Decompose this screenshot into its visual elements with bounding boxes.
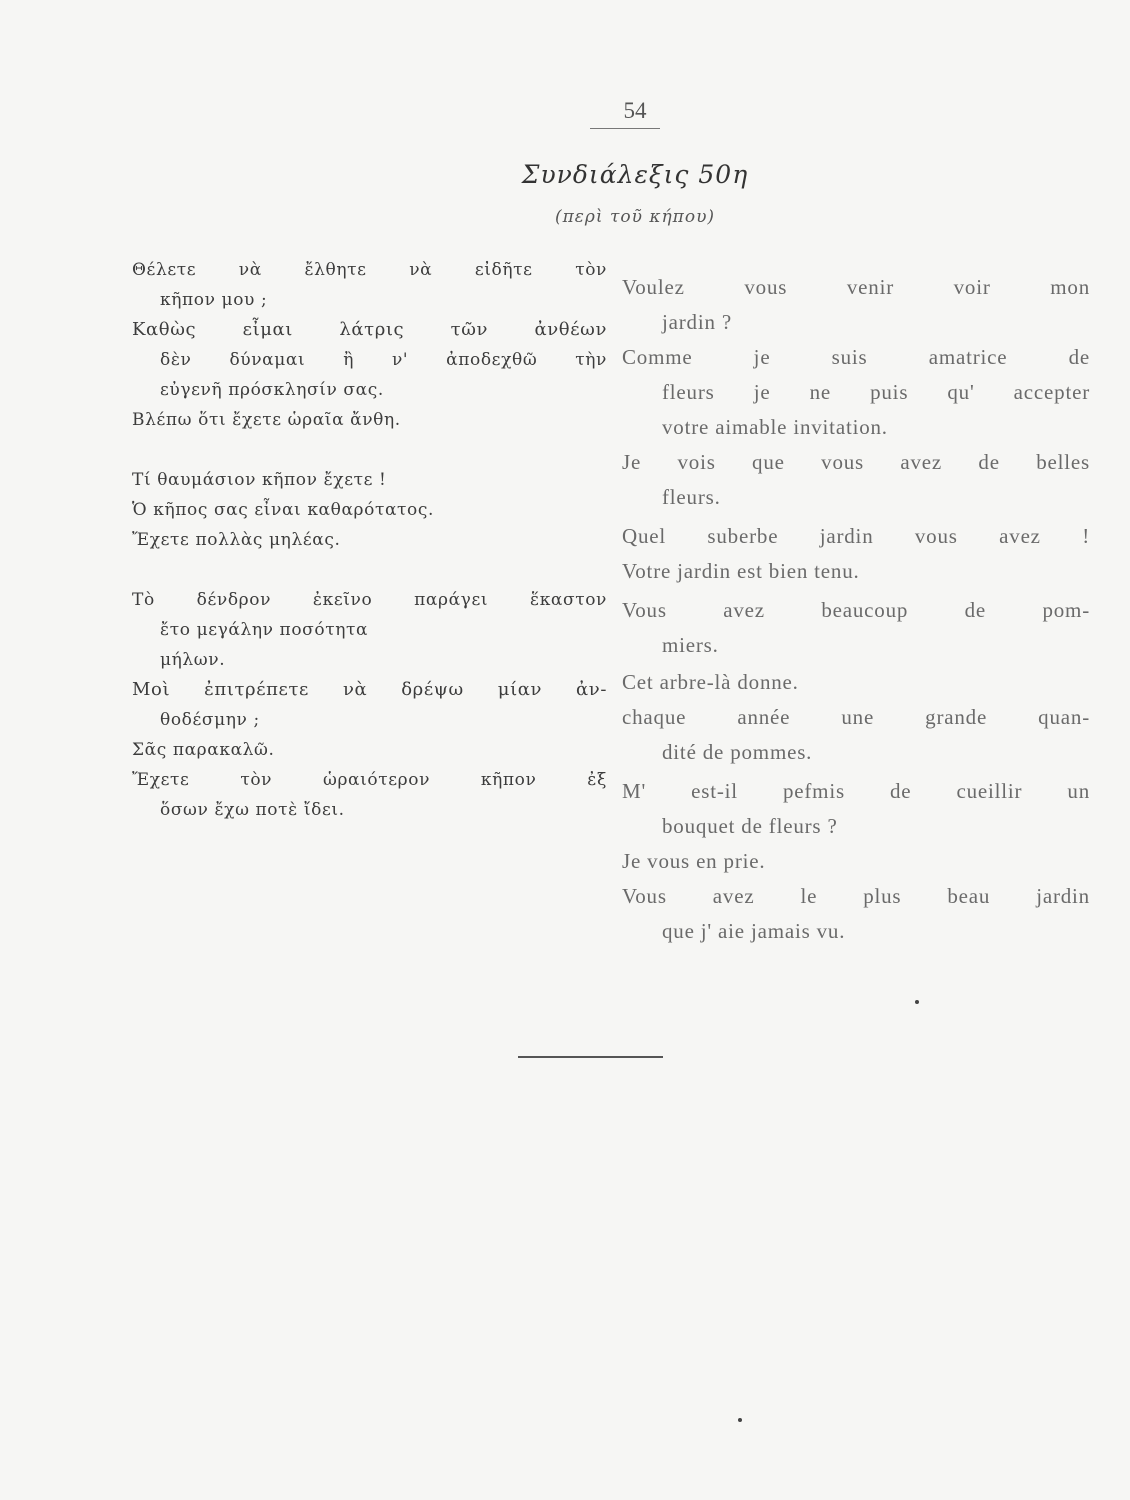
greek-line: Καθὼς εἶμαι λάτρις τῶν ἀνθέων [132, 319, 607, 340]
french-line: jardin ? [662, 310, 732, 334]
french-line: fleurs. [662, 485, 721, 509]
greek-line: Ἔχετε πολλὰς μηλέας. [132, 530, 341, 550]
french-line: Votre jardin est bien tenu. [622, 559, 860, 583]
greek-line: δὲν δύναμαι ἢ ν' ἀποδεχθῶ τὴν [160, 350, 607, 370]
end-rule [518, 1056, 663, 1058]
french-line: Vous avez beaucoup de pom- [622, 598, 1090, 622]
ink-speck [738, 1418, 742, 1422]
stanza-gap [132, 555, 607, 585]
greek-line: Τί θαυμάσιον κῆπον ἔχετε ! [132, 470, 387, 490]
greek-line: Θέλετε νὰ ἔλθητε νὰ εἰδῆτε τὸν [132, 260, 607, 280]
french-line: miers. [662, 633, 719, 657]
greek-line: εὐγενῆ πρόσκλησίν σας. [160, 380, 384, 400]
ink-speck [915, 1000, 919, 1004]
french-line: Comme je suis amatrice de [622, 345, 1090, 369]
page-number-underline [590, 128, 660, 129]
greek-line: θοδέσμην ; [160, 710, 260, 730]
french-column [622, 270, 1090, 949]
greek-line: ἔτο μεγάλην ποσότητα [160, 620, 369, 640]
french-line: votre aimable invitation. [662, 415, 888, 439]
french-line: Je vois que vous avez de belles [622, 450, 1090, 474]
french-line: dité de pommes. [662, 740, 813, 764]
greek-line: Μοὶ ἐπιτρέπετε νὰ δρέψω μίαν ἀν- [132, 679, 607, 700]
french-line: chaque année une grande quan- [622, 705, 1090, 729]
french-line: M' est-il pefmis de cueillir un [622, 779, 1090, 803]
page-number: 54 [623, 98, 647, 123]
french-line: fleurs je ne puis qu' accepter [662, 380, 1090, 404]
french-line: Cet arbre-là donne. [622, 670, 799, 694]
stanza-gap [132, 435, 607, 465]
greek-line: κῆπον μου ; [160, 290, 268, 310]
greek-line: Βλέπω ὅτι ἔχετε ὡραῖα ἄνθη. [132, 410, 401, 430]
greek-line: Ἔχετε τὸν ὡραιότερον κῆπον ἐξ [132, 770, 607, 790]
greek-line: Ὁ κῆπος σας εἶναι καθαρότατος. [132, 500, 435, 520]
french-line: bouquet de fleurs ? [662, 814, 838, 838]
french-line: Vous avez le plus beau jardin [622, 884, 1090, 908]
dialogue-title: Συνδιάλεξις 50η [521, 160, 749, 189]
french-line: Quel suberbe jardin vous avez ! [622, 524, 1090, 548]
dialogue-subtitle: (περὶ τοῦ κήπου) [554, 207, 716, 227]
greek-line: Τὸ δένδρον ἐκεῖνο παράγει ἕκαστον [132, 590, 607, 610]
greek-line: ὅσων ἔχω ποτὲ ἴδει. [160, 800, 345, 820]
greek-line: μήλων. [160, 650, 226, 670]
french-line: que j' aie jamais vu. [662, 919, 846, 943]
french-line: Voulez vous venir voir mon [622, 275, 1090, 299]
french-line: Je vous en prie. [622, 849, 766, 873]
greek-column [132, 255, 607, 825]
greek-line: Σᾶς παρακαλῶ. [132, 740, 275, 760]
